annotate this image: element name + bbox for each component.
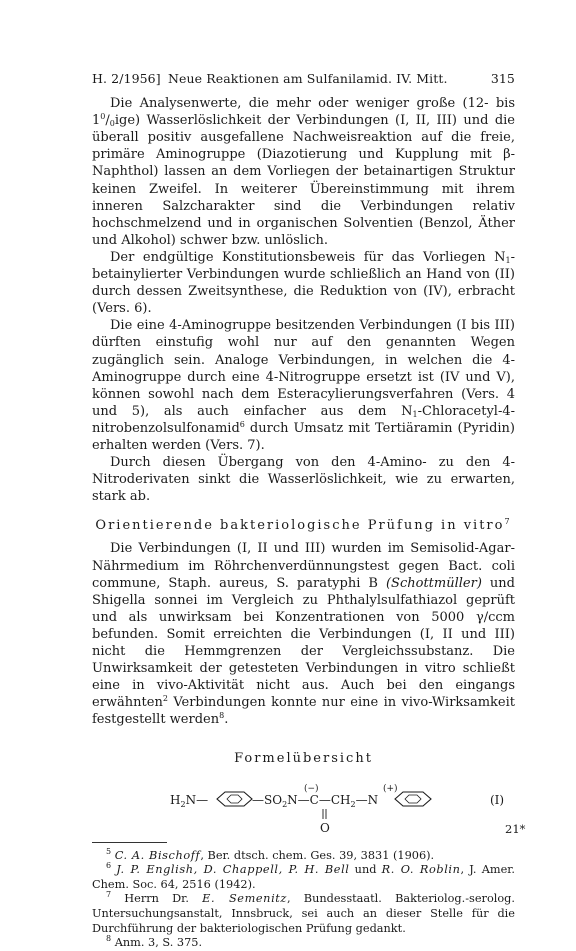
paragraph-2: Der endgültige Konstitutionsbeweis für das Vorliegen $N_1$-betainylierter Verbindungen wurde schließlich an Hand von (II) durch dessen Zweitsynthese, die Reduktion von (IV), erbracht (Vers. 6). <box>92 249 515 317</box>
footnote-6: $^6$ J. P. English, D. Chappell, P. H. Bell und R. O. Roblin, J. Amer. Chem. Soc. 64, 2516 (1942). <box>92 861 515 891</box>
paragraph-3: Die eine 4-Aminogruppe besitzenden Verbindungen (I bis III) dürften einstufig wohl nur auf den genannten Wegen zugänglich sein. Analoge Verbindungen, in welchen die 4-Aminogruppe durch eine 4-Nitrogruppe ersetzt ist (IV und V), können sowohl nach dem Esteracylierungsverfahren (Vers. 4 und 5), als auch einfacher aus dem $N_1-Chloracetyl-4-nitrobenzolsulfonamid^6$ durch Umsatz mit Tertiäramin (Pyridin) erhalten werden (Vers. 7). <box>92 318 515 453</box>
running-header <box>92 70 515 87</box>
chemical-formula <box>92 778 515 836</box>
paper-page <box>92 70 515 951</box>
formula-heading: Formelübersicht <box>234 751 373 767</box>
pyridine-ring <box>395 792 431 806</box>
footnote-divider <box>92 842 167 843</box>
paragraph-1: Die Analysenwerte, die mehr oder weniger große (12- bis $1^0/_0ige$) Wasserlöslichkeit der Verbindungen (I, II, III) und die überall positiv ausgefallene Nachweisreaktion auf die freie, primäre Aminogruppe (Diazotierung und Kupplung mit β-Naphthol) lassen an dem Vorliegen der betainartigen Struktur keinen Zweifel. In weiterer Übereinstimmung mit ihrem inneren Salzcharakter sind die Verbindungen relativ hochschmelzend und in organischen Solventien (Benzol, Äther und Alkohol) schwer bzw. unlöslich. <box>92 96 515 248</box>
footnote-5: $^5$ C. A. Bischoff, Ber. dtsch. chem. Ges. 39, 3831 (1906). <box>106 846 435 862</box>
signature-mark: 21* <box>505 822 526 836</box>
footnote-7: $^7$ Herrn Dr. E. Semenitz, Bundesstaatl. Bakteriolog.-serolog. Untersuchungsanstalt, Innsbruck, sei auch an dieser Stelle für die Durchführung der bakteriologischen Prüfung gedankt. <box>92 890 515 935</box>
formula-label: (I) <box>490 792 505 807</box>
formula-h2n: $H_2N—$ <box>170 792 209 809</box>
formula-minus-charge: (−) <box>304 783 319 794</box>
page-number: 315 <box>490 71 515 86</box>
footnote-8: $^8$ Anm. 3, S. 375. <box>106 934 203 950</box>
paragraph-5: Die Verbindungen (I, II und III) wurden im Semisolid-Agar-Nährmedium im Röhrchenverdünnungstest gegen Bact. coli commune, Staph. aureus, S. paratyphi B (Schottmüller) und Shigella sonnei im Vergleich zu Phthalylsulfathiazol geprüft und als unwirksam bei Konzentrationen von 5000 γ/ccm befunden. Somit erreichten die Verbindungen (I, II und III) nicht die Hemmgrenzen der Vergleichssubstanz. Die Unwirksamkeit der getesteten Verbindungen in vitro schließt eine in vivo-Aktivität nicht aus. Auch bei den eingangs erwähnten$^2$ Verbindungen konnte nur eine in vivo-Wirksamkeit festgestellt werden$^8$. <box>92 541 515 728</box>
formula-sulfonyl: $—SO_2N—C—CH_2—N$ <box>252 792 379 809</box>
formula-oxygen: O <box>320 820 330 835</box>
section-heading: Orientierende bakteriologische Prüfung in vitro$^7$ <box>95 517 512 534</box>
paragraph-4: Durch diesen Übergang von den 4-Amino- zu den 4-Nitroderivaten sinkt die Wasserlöslichkeit, wie zu erwarten, stark ab. <box>92 455 515 505</box>
header-journal-ref: H. 2/1956] <box>92 71 161 86</box>
formula-structure <box>92 778 515 836</box>
benzene-ring-1 <box>217 792 252 806</box>
formula-plus-charge: (+) <box>383 783 398 794</box>
header-title: Neue Reaktionen am Sulfanilamid. IV. Mitt. <box>167 71 448 86</box>
